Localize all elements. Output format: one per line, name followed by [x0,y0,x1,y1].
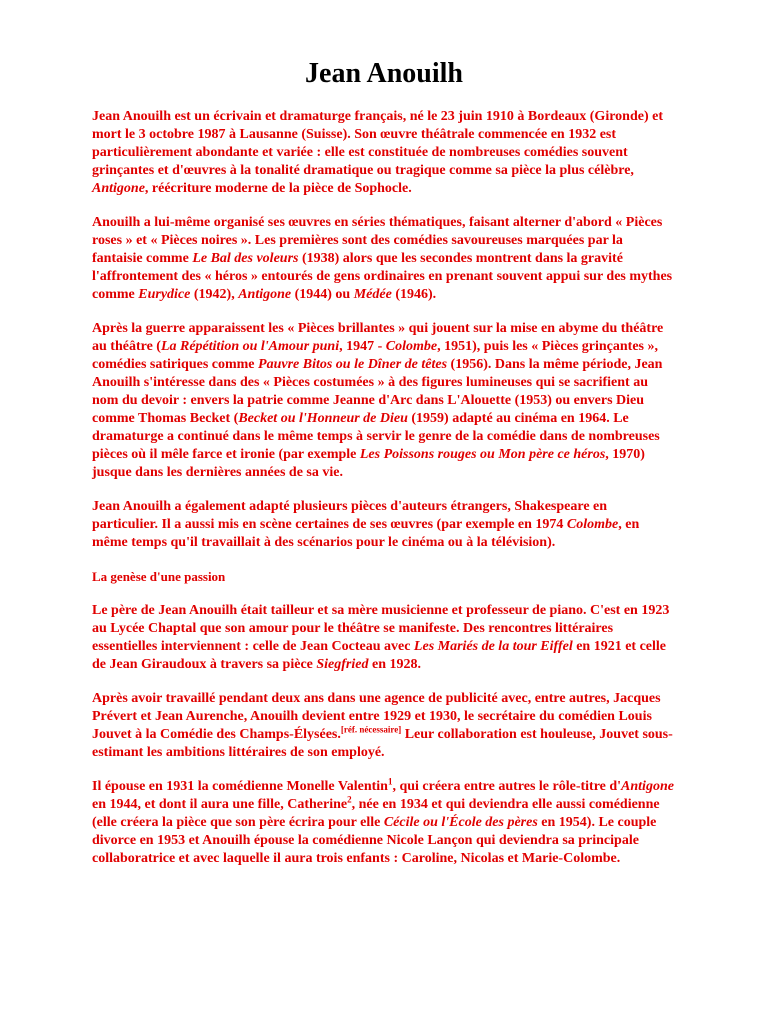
intro-paragraph [92,108,676,198]
page-title: Jean Anouilh [305,58,463,89]
paragraph-text: en 1954). Le couple divorce en 1953 et Anouilh épouse la comédienne Nicole Lançon qui deviendra sa principale collaboratrice et avec laquelle il aura trois enfants : Caroline, Nicolas et Marie-Colombe. [92,815,657,866]
italic-title-text: Cécile ou l'École des pères [383,815,538,830]
paragraph-text: , qui créera entre autres le rôle-titre d' [392,779,622,794]
italic-title-text: Colombe [385,339,438,354]
paragraph-text: Anouilh a lui-même organisé ses œuvres en séries thématiques, faisant alterner d'abord « Pièces roses » et « Pièces noires ». Les premières sont des comédies savoureuses marquées par la fantaisie comme [92,215,663,266]
marriage-paragraph [92,778,676,868]
adaptations-paragraph [92,498,676,552]
italic-title-text: Eurydice [138,287,191,302]
italic-title-text: Antigone [92,181,145,196]
paragraph-text: Après avoir travaillé pendant deux ans dans une agence de publicité avec, entre autres, Jacques Prévert et Jean Aurenche, Anouilh devient entre 1929 et 1930, le secrétaire du comédien Louis Jouvet à la Comédie des Champs-Élysées. [92,691,661,742]
italic-title-text: Becket ou l'Honneur de Dieu [238,411,408,426]
paragraph-text: , réécriture moderne de la pièce de Sophocle. [144,181,412,196]
paragraph-text: Leur collaboration est houleuse, Jouvet sous-estimant les ambitions littéraires de son employé. [92,727,673,760]
paragraph-text: (1956). Dans la même période, Jean Anouilh s'intéresse dans des « Pièces costumées » à des figures lumineuses qui se sacrifient au nom du devoir : envers la patrie comme Jeanne d'Arc dans L'Alouette (1953) ou envers Dieu comme Thomas Becket ( [92,357,663,426]
parents-paragraph [92,602,676,674]
footnote-marker: [réf. nécessaire] [340,724,402,735]
paragraph-text: , 1947 - [339,339,386,354]
paragraph-text: en 1921 et celle de Jean Giraudoux à travers sa pièce [92,639,667,672]
italic-title-text: Colombe [566,517,619,532]
paragraph-text: (1959) adapté au cinéma en 1964. Le dramaturge a continué dans le même temps à servir le genre de la comédie dans de nombreuses pièces où il mêle farce et ironie (par exemple [92,411,660,462]
italic-title-text: Médée [353,287,392,302]
footnote-marker: 1 [387,776,393,787]
italic-title-text: Siegfried [316,657,369,672]
series-paragraph [92,214,676,304]
italic-title-text: Les Mariés de la tour Eiffel [413,639,573,654]
postwar-paragraph [92,320,676,482]
footnote-marker: 2 [347,794,352,805]
career-paragraph [92,690,676,762]
paragraph-text: Après la guerre apparaissent les « Pièces brillantes » qui jouent sur la mise en abyme du théâtre au théâtre ( [92,321,664,354]
paragraph-text: , 1951), puis les « Pièces grinçantes », comédies satiriques comme [92,339,658,372]
paragraph-text: Jean Anouilh a également adapté plusieurs pièces d'auteurs étrangers, Shakespeare en particulier. Il a aussi mis en scène certaines de ses œuvres (par exemple en 1974 [92,499,608,532]
italic-title-text: Le Bal des voleurs [192,251,299,266]
paragraph-text: Jean Anouilh est un écrivain et dramaturge français, né le 23 juin 1910 à Bordeaux (Gironde) et mort le 3 octobre 1987 à Lausanne (Suisse). Son œuvre théâtrale commencée en 1932 est particulièrement abondante et variée : elle est constituée de nombreuses comédies souvent grinçantes et d'œuvres à la tonalité dramatique ou tragique comme sa pièce la plus célèbre, [92,109,663,178]
section-heading: La genèse d'une passion [92,569,226,584]
paragraph-text: (1938) alors que les secondes montrent dans la gravité l'affrontement des « héros » entourés de gens ordinaires en prenant souvent appui sur des mythes comme [92,251,673,302]
italic-title-text: La Répétition ou l'Amour puni [160,339,340,354]
paragraph-text: en 1928. [368,657,421,672]
paragraph-text: , née en 1934 et qui deviendra elle aussi comédienne (elle créera la pièce que son père écrira pour elle [92,797,660,830]
paragraph-text: , en même temps qu'il travaillait à des scénarios pour le cinéma ou à la télévision). [92,517,640,550]
paragraph-text: Il épouse en 1931 la comédienne Monelle Valentin [92,779,388,794]
paragraph-text: (1942), [190,287,239,302]
paragraph-text: Le père de Jean Anouilh était tailleur et sa mère musicienne et professeur de piano. C'est en 1923 au Lycée Chaptal que son amour pour le théâtre se manifeste. Des rencontres littéraires essentielles interviennent : celle de Jean Cocteau avec [92,603,670,654]
italic-title-text: Pauvre Bitos ou le Dîner de têtes [258,357,448,372]
paragraph-text: en 1944, et dont il aura une fille, Catherine [92,797,348,812]
paragraph-text: (1946). [391,287,437,302]
paragraph-text: (1944) ou [291,287,354,302]
italic-title-text: Antigone [238,287,292,302]
italic-title-text: Antigone [621,779,674,794]
italic-title-text: Les Poissons rouges ou Mon père ce héros [359,447,606,462]
paragraph-text: , 1970) jusque dans les dernières années de sa vie. [92,447,645,480]
